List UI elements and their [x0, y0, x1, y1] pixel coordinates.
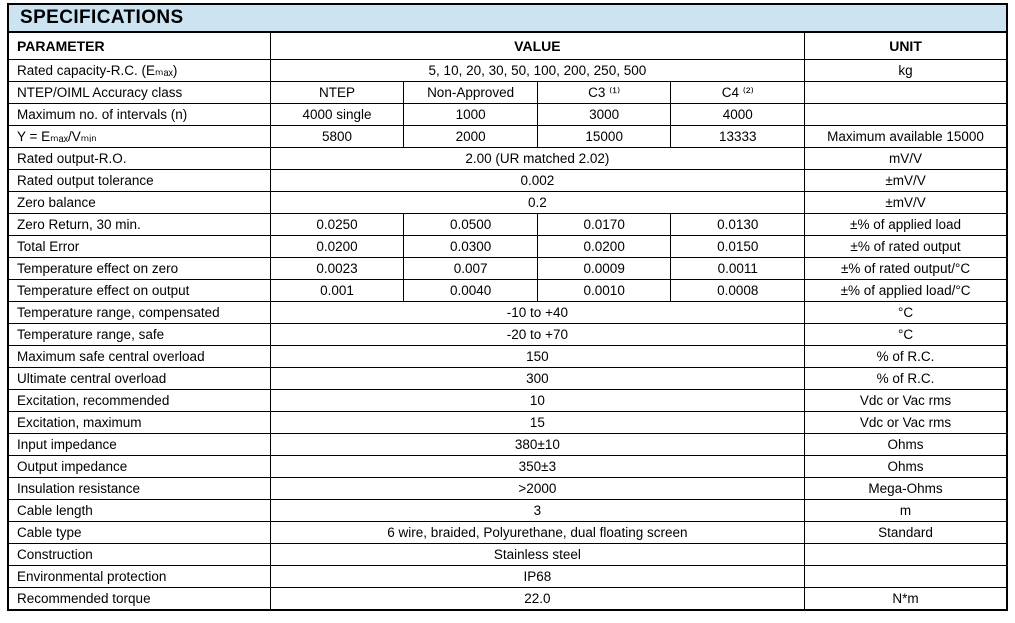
value-cell: 1000 [404, 104, 538, 126]
value-cell: 5, 10, 20, 30, 50, 100, 200, 250, 500 [270, 60, 804, 82]
table-header-row [9, 33, 1006, 60]
value-cell: 6 wire, braided, Polyurethane, dual floating screen [270, 522, 804, 544]
unit-cell: °C [805, 324, 1006, 346]
table-row [9, 456, 1006, 478]
specifications-title: SPECIFICATIONS [20, 7, 184, 28]
value-cell: 0.0150 [671, 236, 805, 258]
table-row [9, 302, 1006, 324]
value-cell: 350±3 [270, 456, 804, 478]
value-cell: -10 to +40 [270, 302, 804, 324]
table-row [9, 82, 1006, 104]
table-row [9, 522, 1006, 544]
parameter-cell: Temperature range, compensated [9, 302, 270, 324]
unit-cell: Vdc or Vac rms [805, 390, 1006, 412]
table-row [9, 588, 1006, 610]
specifications-title-band [9, 5, 1006, 33]
unit-cell: N*m [805, 588, 1006, 610]
table-row [9, 214, 1006, 236]
specifications-table-frame [7, 3, 1008, 611]
value-cell: 2.00 (UR matched 2.02) [270, 148, 804, 170]
parameter-cell: Output impedance [9, 456, 270, 478]
value-cell: 3 [270, 500, 804, 522]
table-row [9, 258, 1006, 280]
value-cell: NTEP [270, 82, 404, 104]
unit-cell: Standard [805, 522, 1006, 544]
value-cell: 4000 single [270, 104, 404, 126]
table-row [9, 60, 1006, 82]
value-cell: Non-Approved [404, 82, 538, 104]
value-cell: 0.0500 [404, 214, 538, 236]
parameter-cell: Cable type [9, 522, 270, 544]
column-header-unit: UNIT [805, 33, 1006, 60]
parameter-cell: Rated capacity-R.C. (Eₘₐₓ) [9, 60, 270, 82]
parameter-cell: Maximum safe central overload [9, 346, 270, 368]
parameter-cell: Insulation resistance [9, 478, 270, 500]
parameter-cell: Cable length [9, 500, 270, 522]
unit-cell: % of R.C. [805, 368, 1006, 390]
parameter-cell: Construction [9, 544, 270, 566]
value-cell: 0.0023 [270, 258, 404, 280]
parameter-cell: Excitation, recommended [9, 390, 270, 412]
value-cell: 13333 [671, 126, 805, 148]
value-cell: IP68 [270, 566, 804, 588]
parameter-cell: Maximum no. of intervals (n) [9, 104, 270, 126]
parameter-cell: Ultimate central overload [9, 368, 270, 390]
value-cell: 5800 [270, 126, 404, 148]
value-cell: 380±10 [270, 434, 804, 456]
value-cell: 0.0300 [404, 236, 538, 258]
table-row [9, 148, 1006, 170]
table-row [9, 280, 1006, 302]
table-row [9, 368, 1006, 390]
table-row [9, 236, 1006, 258]
unit-cell: % of R.C. [805, 346, 1006, 368]
unit-cell: Ohms [805, 434, 1006, 456]
unit-cell: Mega-Ohms [805, 478, 1006, 500]
unit-cell: Vdc or Vac rms [805, 412, 1006, 434]
parameter-cell: Rated output-R.O. [9, 148, 270, 170]
parameter-cell: Recommended torque [9, 588, 270, 610]
parameter-cell: Excitation, maximum [9, 412, 270, 434]
value-cell: 0.007 [404, 258, 538, 280]
unit-cell: ±mV/V [805, 170, 1006, 192]
value-cell: 150 [270, 346, 804, 368]
unit-cell: ±mV/V [805, 192, 1006, 214]
parameter-cell: Rated output tolerance [9, 170, 270, 192]
value-cell: >2000 [270, 478, 804, 500]
table-body [9, 60, 1006, 610]
value-cell: C4 ⁽²⁾ [671, 82, 805, 104]
value-cell: 4000 [671, 104, 805, 126]
specifications-table [9, 33, 1006, 609]
unit-cell [805, 104, 1006, 126]
value-cell: 0.0010 [537, 280, 671, 302]
unit-cell: ±% of rated output [805, 236, 1006, 258]
value-cell: 0.002 [270, 170, 804, 192]
value-cell: 0.0008 [671, 280, 805, 302]
parameter-cell: Temperature effect on zero [9, 258, 270, 280]
column-header-value: VALUE [270, 33, 804, 60]
value-cell: 22.0 [270, 588, 804, 610]
value-cell: 0.0009 [537, 258, 671, 280]
table-row [9, 390, 1006, 412]
table-row [9, 544, 1006, 566]
table-row [9, 478, 1006, 500]
value-cell: 0.0130 [671, 214, 805, 236]
value-cell: 0.0200 [537, 236, 671, 258]
parameter-cell: Temperature range, safe [9, 324, 270, 346]
value-cell: 10 [270, 390, 804, 412]
unit-cell: mV/V [805, 148, 1006, 170]
unit-cell [805, 544, 1006, 566]
table-row [9, 434, 1006, 456]
parameter-cell: Input impedance [9, 434, 270, 456]
unit-cell: °C [805, 302, 1006, 324]
value-cell: 300 [270, 368, 804, 390]
unit-cell [805, 82, 1006, 104]
table-row [9, 566, 1006, 588]
value-cell: 0.0040 [404, 280, 538, 302]
value-cell: 0.0200 [270, 236, 404, 258]
value-cell: 15000 [537, 126, 671, 148]
table-row [9, 500, 1006, 522]
value-cell: Stainless steel [270, 544, 804, 566]
table-row [9, 412, 1006, 434]
parameter-cell: NTEP/OIML Accuracy class [9, 82, 270, 104]
parameter-cell: Temperature effect on output [9, 280, 270, 302]
unit-cell: ±% of rated output/°C [805, 258, 1006, 280]
value-cell: 3000 [537, 104, 671, 126]
table-row [9, 170, 1006, 192]
unit-cell [805, 566, 1006, 588]
unit-cell: ±% of applied load/°C [805, 280, 1006, 302]
unit-cell: m [805, 500, 1006, 522]
value-cell: 15 [270, 412, 804, 434]
unit-cell: Ohms [805, 456, 1006, 478]
parameter-cell: Zero Return, 30 min. [9, 214, 270, 236]
parameter-cell: Zero balance [9, 192, 270, 214]
parameter-cell: Total Error [9, 236, 270, 258]
value-cell: 0.0011 [671, 258, 805, 280]
table-row [9, 346, 1006, 368]
table-row [9, 126, 1006, 148]
unit-cell: ±% of applied load [805, 214, 1006, 236]
column-header-parameter: PARAMETER [9, 33, 270, 60]
value-cell: 0.001 [270, 280, 404, 302]
unit-cell: Maximum available 15000 [805, 126, 1006, 148]
value-cell: 0.0170 [537, 214, 671, 236]
value-cell: 0.0250 [270, 214, 404, 236]
value-cell: 0.2 [270, 192, 804, 214]
parameter-cell: Environmental protection [9, 566, 270, 588]
parameter-cell: Y = Eₘₐₓ/Vₘᵢₙ [9, 126, 270, 148]
value-cell: -20 to +70 [270, 324, 804, 346]
table-row [9, 324, 1006, 346]
value-cell: 2000 [404, 126, 538, 148]
table-row [9, 104, 1006, 126]
value-cell: C3 ⁽¹⁾ [537, 82, 671, 104]
table-row [9, 192, 1006, 214]
unit-cell: kg [805, 60, 1006, 82]
